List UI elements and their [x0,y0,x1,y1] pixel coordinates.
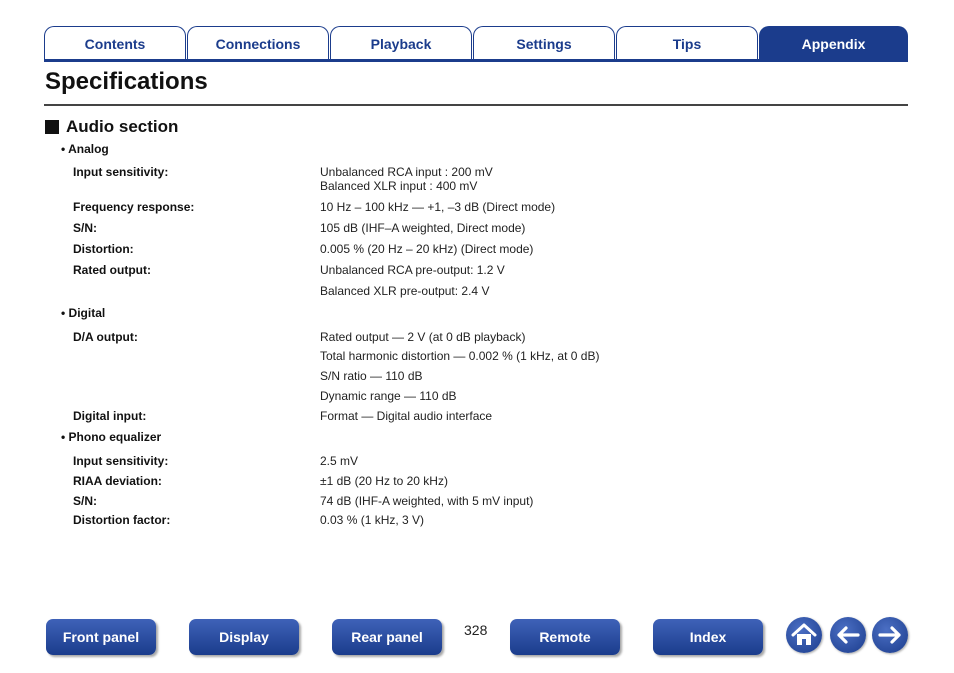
tab-label: Settings [516,35,572,52]
page-number: 328 [464,622,488,638]
spec-value: Balanced XLR pre-output: 2.4 V [320,284,490,298]
front-panel-button[interactable] [46,619,156,655]
tab-bar [44,26,908,62]
index-button[interactable] [653,619,763,655]
tab-underline [44,59,908,62]
square-bullet-icon [45,120,59,134]
tab-label: Connections [215,35,301,52]
spec-label: Digital input: [73,409,147,423]
home-icon [786,617,822,653]
group-label: Analog [68,142,109,156]
spec-value: 2.5 mV [320,454,359,468]
arrow-left-icon [830,617,866,653]
rear-panel-button[interactable] [332,619,442,655]
tab-label: Appendix [801,35,866,52]
spec-value: 0.03 % (1 kHz, 3 V) [320,513,425,527]
tab-settings[interactable] [473,26,615,60]
tab-contents[interactable] [44,26,186,60]
spec-label: RIAA deviation: [73,474,162,488]
tab-label: Playback [370,35,432,52]
tab-label: Contents [84,35,146,52]
spec-label: Rated output: [73,263,151,277]
arrow-right-icon [872,617,908,653]
title-divider [44,104,908,106]
spec-label: S/N: [73,221,97,235]
spec-value: 10 Hz – 100 kHz — +1, –3 dB (Direct mode) [320,200,556,214]
section-heading [45,117,178,137]
section-title: Audio section [66,117,179,136]
tab-playback[interactable] [330,26,472,60]
spec-value: Rated output — 2 V (at 0 dB playback) [320,330,526,344]
spec-label: Distortion: [73,242,134,256]
tab-tips[interactable] [616,26,758,60]
spec-value: 105 dB (IHF–A weighted, Direct mode) [320,221,526,235]
spec-value: S/N ratio — 110 dB [320,369,423,383]
spec-value: Unbalanced RCA input : 200 mV [320,165,493,179]
tab-label: Tips [672,35,702,52]
spec-label: S/N: [73,494,97,508]
spec-label: Frequency response: [73,200,195,214]
group-analog: • Analog [61,142,109,156]
group-label: Digital [68,306,106,320]
tab-appendix[interactable] [759,26,908,60]
spec-value: 74 dB (IHF-A weighted, with 5 mV input) [320,494,534,508]
group-phono: • Phono equalizer [61,430,162,444]
spec-value: ±1 dB (20 Hz to 20 kHz) [320,474,448,488]
spec-value: Balanced XLR input : 400 mV [320,179,478,193]
back-button[interactable] [830,617,866,653]
spec-label: Input sensitivity: [73,454,169,468]
button-label: Remote [539,629,591,645]
spec-value: Unbalanced RCA pre-output: 1.2 V [320,263,505,277]
page-title: Specifications [45,68,208,95]
group-label: Phono equalizer [68,430,162,444]
remote-button[interactable] [510,619,620,655]
spec-label: D/A output: [73,330,138,344]
spec-label: Distortion factor: [73,513,171,527]
spec-value: Format — Digital audio interface [320,409,493,423]
button-label: Front panel [62,629,140,645]
button-label: Index [689,629,727,645]
spec-value: Total harmonic distortion — 0.002 % (1 kHz, at 0 dB) [320,349,600,363]
button-label: Rear panel [351,629,423,645]
group-digital: • Digital [61,306,106,320]
home-button[interactable] [786,617,822,653]
spec-value: Dynamic range — 110 dB [320,389,457,403]
button-label: Display [219,629,269,645]
spec-label: Input sensitivity: [73,165,169,179]
tab-connections[interactable] [187,26,329,60]
forward-button[interactable] [872,617,908,653]
display-button[interactable] [189,619,299,655]
spec-value: 0.005 % (20 Hz – 20 kHz) (Direct mode) [320,242,534,256]
